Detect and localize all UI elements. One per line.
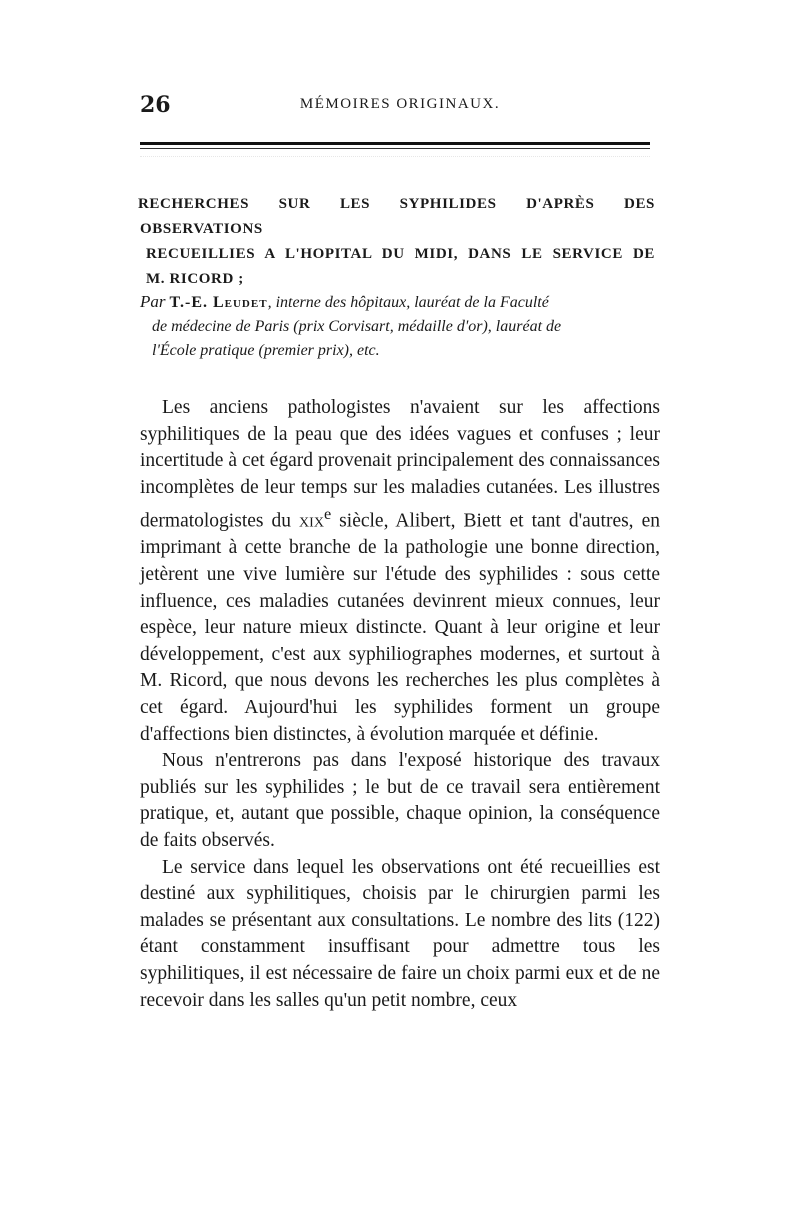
author-credentials-2: de médecine de Paris (prix Corvisart, médaille d'or), lauréat de bbox=[152, 318, 562, 335]
running-head: MÉMOIRES ORIGINAUX. bbox=[299, 96, 501, 112]
byline-par: Par bbox=[140, 292, 166, 311]
title-line-3: M. RICORD ; bbox=[146, 271, 244, 287]
bleed-through-text bbox=[140, 156, 650, 169]
century-superscript: e bbox=[323, 505, 332, 524]
century-numeral: xix bbox=[299, 510, 324, 532]
author-credentials: , interne des hôpitaux, lauréat de la Faculté bbox=[267, 294, 549, 311]
page-header bbox=[140, 92, 660, 122]
paragraph-1-part-b: siècle, Alibert, Biett et tant d'autres, en imprimant à cette branche de la pathologie une bonne direction, jetèrent une vive lumière sur l'étude des syphilides : sous cette influence, ces maladies cutanées devinrent mieux connues, leur espèce, leur nature mieux distincte. Quant à leur origine et leur développement, c'est aux syphiliographes modernes, et surtout à M. Ricord, que nous devons les recherches les plus complètes à cet égard. Aujourd'hui les syphilides forment un groupe d'affections bien distinctes, à évolution marquée et définie. bbox=[140, 510, 660, 745]
paragraph-1 bbox=[140, 395, 660, 748]
author-credentials-3: l'École pratique (premier prix), etc. bbox=[152, 342, 380, 359]
author-name: T.-E. Leudet bbox=[169, 294, 268, 311]
byline bbox=[140, 290, 665, 363]
paragraph-1-part-a: Les anciens pathologistes n'avaient sur les affections syphilitiques de la peau que des idées vagues et confuses ; leur incertitude à cet égard provenait principalement des connaissances incomplètes de leur temps sur les maladies cutanées. Les illustres dermatologistes du bbox=[140, 397, 660, 532]
title-line-1: RECHERCHES SUR LES SYPHILIDES D'APRÈS DES OBSERVATIONS bbox=[138, 196, 655, 237]
title-line-2: RECUEILLIES A L'HOPITAL DU MIDI, DANS LE SERVICE DE bbox=[146, 246, 655, 262]
paragraph-3: Le service dans lequel les observations ont été recueillies est destiné aux syphilitiques, choisis par le chirurgien parmi les malades se présentant aux consultations. Le nombre des lits (122) étant constamment insuffisant pour admettre tous les syphilitiques, il est nécessaire de faire un choix parmi eux et de ne recevoir dans les salles qu'un petit nombre, ceux bbox=[140, 856, 660, 1011]
header-rule-thick bbox=[140, 142, 650, 145]
article-title bbox=[140, 192, 655, 292]
paragraph-2: Nous n'entrerons pas dans l'exposé historique des travaux publiés sur les syphilides ; le but de ce travail sera entièrement pratique, et, autant que possible, chaque opinion, la conséquence de faits observés. bbox=[140, 750, 660, 851]
body-text bbox=[140, 395, 660, 1014]
page-number: 26 bbox=[140, 92, 171, 118]
header-rule-thin bbox=[140, 148, 650, 149]
